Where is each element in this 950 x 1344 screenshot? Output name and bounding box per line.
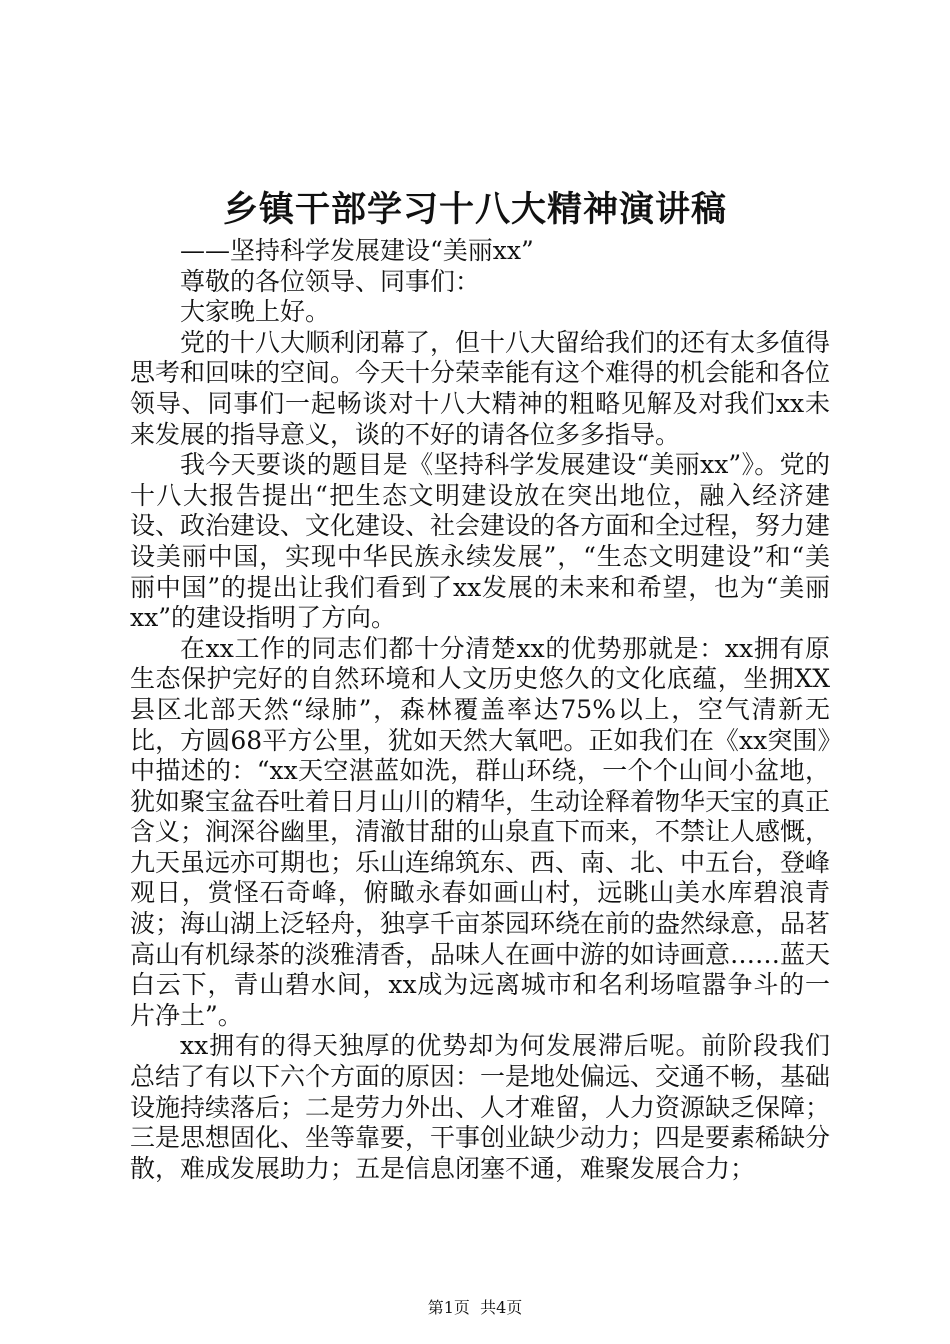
page-total: 共4页: [480, 1298, 523, 1317]
subtitle-paragraph: ——坚持科学发展建设“美丽xx”: [180, 236, 534, 265]
salutation-paragraph: 尊敬的各位领导、同事们：: [180, 266, 481, 296]
document-body: [130, 236, 830, 1184]
body-paragraph-2: 我今天要谈的题目是《坚持科学发展建设“美丽xx”》。党的十八大报告提出“把生态文明建设放在突出地位，融入经济建设、政治建设、文化建设、社会建设的各方面和全过程，努力建设美丽中国，实现中华民族永续发展”，“生态文明建设”和“美丽中国”的提出让我们看到了xx发展的未来和希望，也为“美丽xx”的建设指明了方向。: [130, 450, 831, 633]
body-paragraph-1: 党的十八大顺利闭幕了，但十八大留给我们的还有太多值得思考和回味的空间。今天十分荣幸能有这个难得的机会能和各位领导、同事们一起畅谈对十八大精神的粗略见解及对我们xx未来发展的指导意义，谈的不好的请各位多多指导。: [130, 327, 831, 449]
body-paragraph-3: 在xx工作的同志们都十分清楚xx的优势那就是：xx拥有原生态保护完好的自然环境和人文历史悠久的文化底蕴，坐拥XX县区北部天然“绿肺”，森林覆盖率达75%以上，空气清新无比，方圆68平方公里，犹如天然大氧吧。正如我们在《xx突围》中描述的：“xx天空湛蓝如洗，群山环绕，一个个山间小盆地，犹如聚宝盆吞吐着日月山川的精华，生动诠释着物华天宝的真正含义；涧深谷幽里，清澈甘甜的山泉直下而来，不禁让人感慨，九天虽远亦可期也；乐山连绵筑东、西、南、北、中五台，登峰观日，赏怪石奇峰，俯瞰永春如画山村，远眺山美水库碧浪青波；海山湖上泛轻舟，独享千亩茶园环绕在前的盎然绿意，品茗高山有机绿茶的淡雅清香，品味人在画中游的如诗画意……蓝天白云下，青山碧水间，xx成为远离城市和名利场喧嚣争斗的一片净土”。: [130, 633, 831, 1030]
body-paragraph-4: xx拥有的得天独厚的优势却为何发展滞后呢。前阶段我们总结了有以下六个方面的原因：一是地处偏远、交通不畅，基础设施持续落后；二是劳力外出、人才难留，人力资源缺乏保障；三是思想固化、坐等靠要，干事创业缺少动力；四是要素稀缺分散，难成发展助力；五是信息闭塞不通，难聚发展合力；: [130, 1031, 831, 1183]
footer-spacer: [470, 1298, 480, 1317]
greeting-paragraph: 大家晚上好。: [180, 297, 331, 327]
page-footer: [0, 1298, 950, 1318]
page-number: 第1页: [427, 1298, 470, 1317]
document-title: 乡镇干部学习十八大精神演讲稿: [222, 189, 727, 230]
